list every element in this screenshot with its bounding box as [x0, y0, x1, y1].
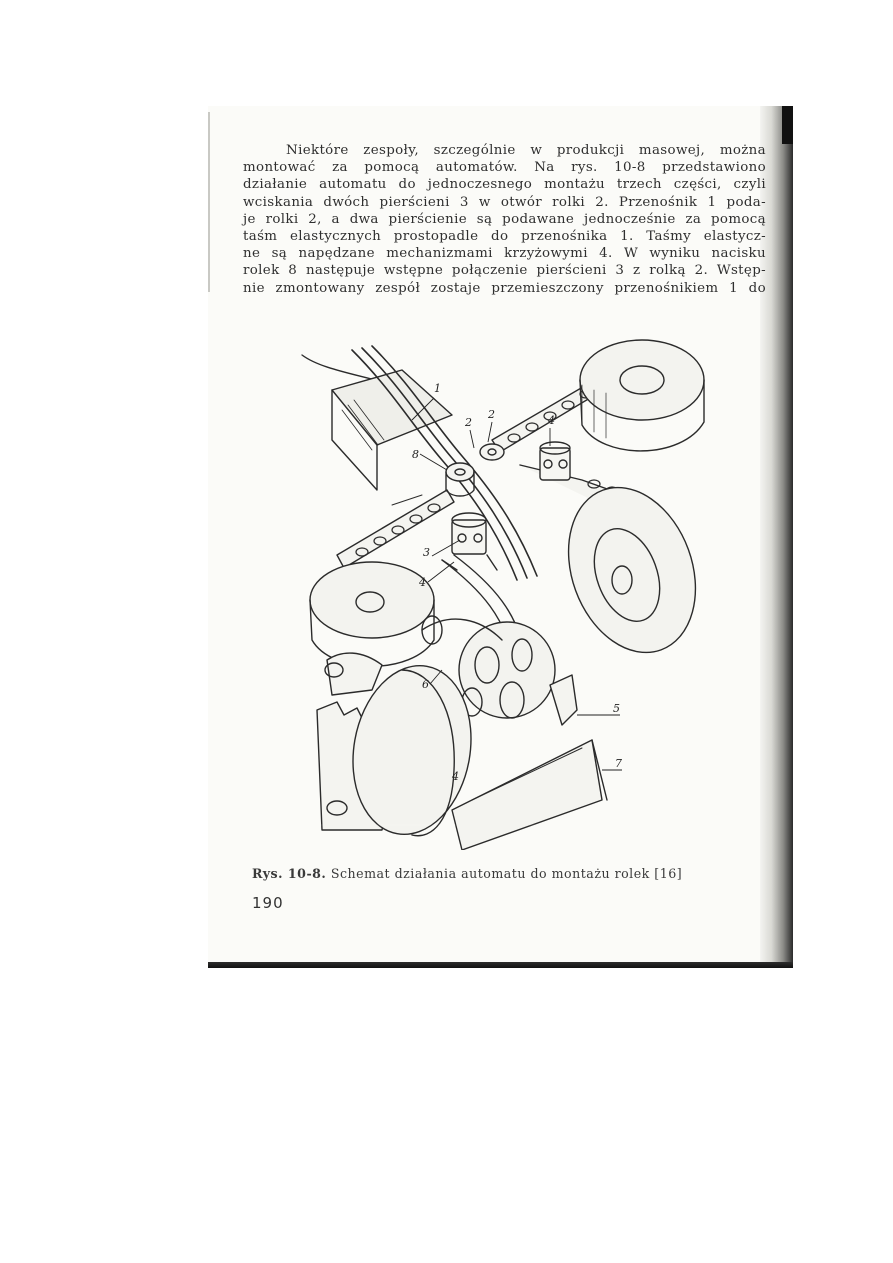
drum-left-face: [310, 562, 434, 638]
box-7-top: [452, 740, 602, 850]
paragraph-line-3: działanie automatu do jednoczesnego montażu trzech części, czyli: [243, 177, 766, 193]
paragraph-line-7: ne są napędzane mechanizmami krzyżowymi 4. W wyniku nacisku: [243, 246, 766, 262]
label-rings-3: 3: [423, 546, 430, 559]
paragraph-line-8: rolek 8 następuje wstępne połączenie pierścieni 3 z rolką 2. Wstęp-: [243, 263, 766, 279]
star-wheel: [459, 622, 555, 718]
label-chute-5: 5: [613, 702, 620, 715]
paragraph-line-2: montować za pomocą automatów. Na rys. 10-8 przedstawiono: [243, 160, 766, 176]
roll-2: [480, 444, 504, 460]
cross-mechanism-top: [540, 442, 570, 480]
page-bottom-edge: [208, 962, 793, 968]
cross-mechanism-mid: [442, 513, 497, 570]
body-paragraph: [243, 142, 766, 297]
paragraph-line-1: Niektóre zespoły, szczególnie w produkcji masowej, można: [286, 143, 766, 158]
part-6: [422, 616, 442, 644]
label-press-roller-8: 8: [412, 448, 419, 461]
gear-sector-upper: [327, 653, 382, 695]
page-number: 190: [252, 894, 284, 912]
paragraph-line-6: taśm elastycznych prostopadle do przenośnika 1. Taśmy elastycz-: [243, 229, 766, 245]
machine-drawing: [282, 330, 722, 850]
figure-caption: [252, 866, 682, 881]
belt-direction-arrow: [392, 495, 422, 505]
label-cross-4-bottom: 4: [452, 770, 459, 783]
disk-right-face: [547, 470, 718, 671]
chute-5: [550, 675, 577, 725]
paragraph-line-9: nie zmontowany zespół zostaje przemieszczony przenośnikiem 1 do: [243, 280, 766, 296]
label-roll-2b: 2: [488, 408, 495, 421]
drum-top-right-face: [580, 340, 704, 420]
paragraph-line-4: wciskania dwóch pierścieni 3 w otwór rolki 2. Przenośnik 1 poda-: [243, 194, 766, 210]
elastic-belt-left: [337, 490, 454, 568]
assembly-machine-figure: [282, 330, 722, 850]
paragraph-line-5: je rolki 2, a dwa pierścienie są podawane jednocześnie za pomocą: [243, 211, 766, 227]
caption-label: Rys. 10-8.: [252, 866, 327, 881]
label-cross-4-mid: 4: [419, 576, 426, 589]
page-left-edge: [208, 112, 210, 292]
label-part-6: 6: [422, 678, 429, 691]
caption-text: Schemat działania automatu do montażu rolek [16]: [330, 866, 683, 881]
label-roll-2a: 2: [465, 416, 472, 429]
label-cross-4-top: 4: [548, 414, 555, 427]
label-box-7: 7: [615, 757, 622, 770]
binding-dark-corner: [782, 106, 793, 144]
label-conveyor-1: 1: [434, 382, 441, 395]
